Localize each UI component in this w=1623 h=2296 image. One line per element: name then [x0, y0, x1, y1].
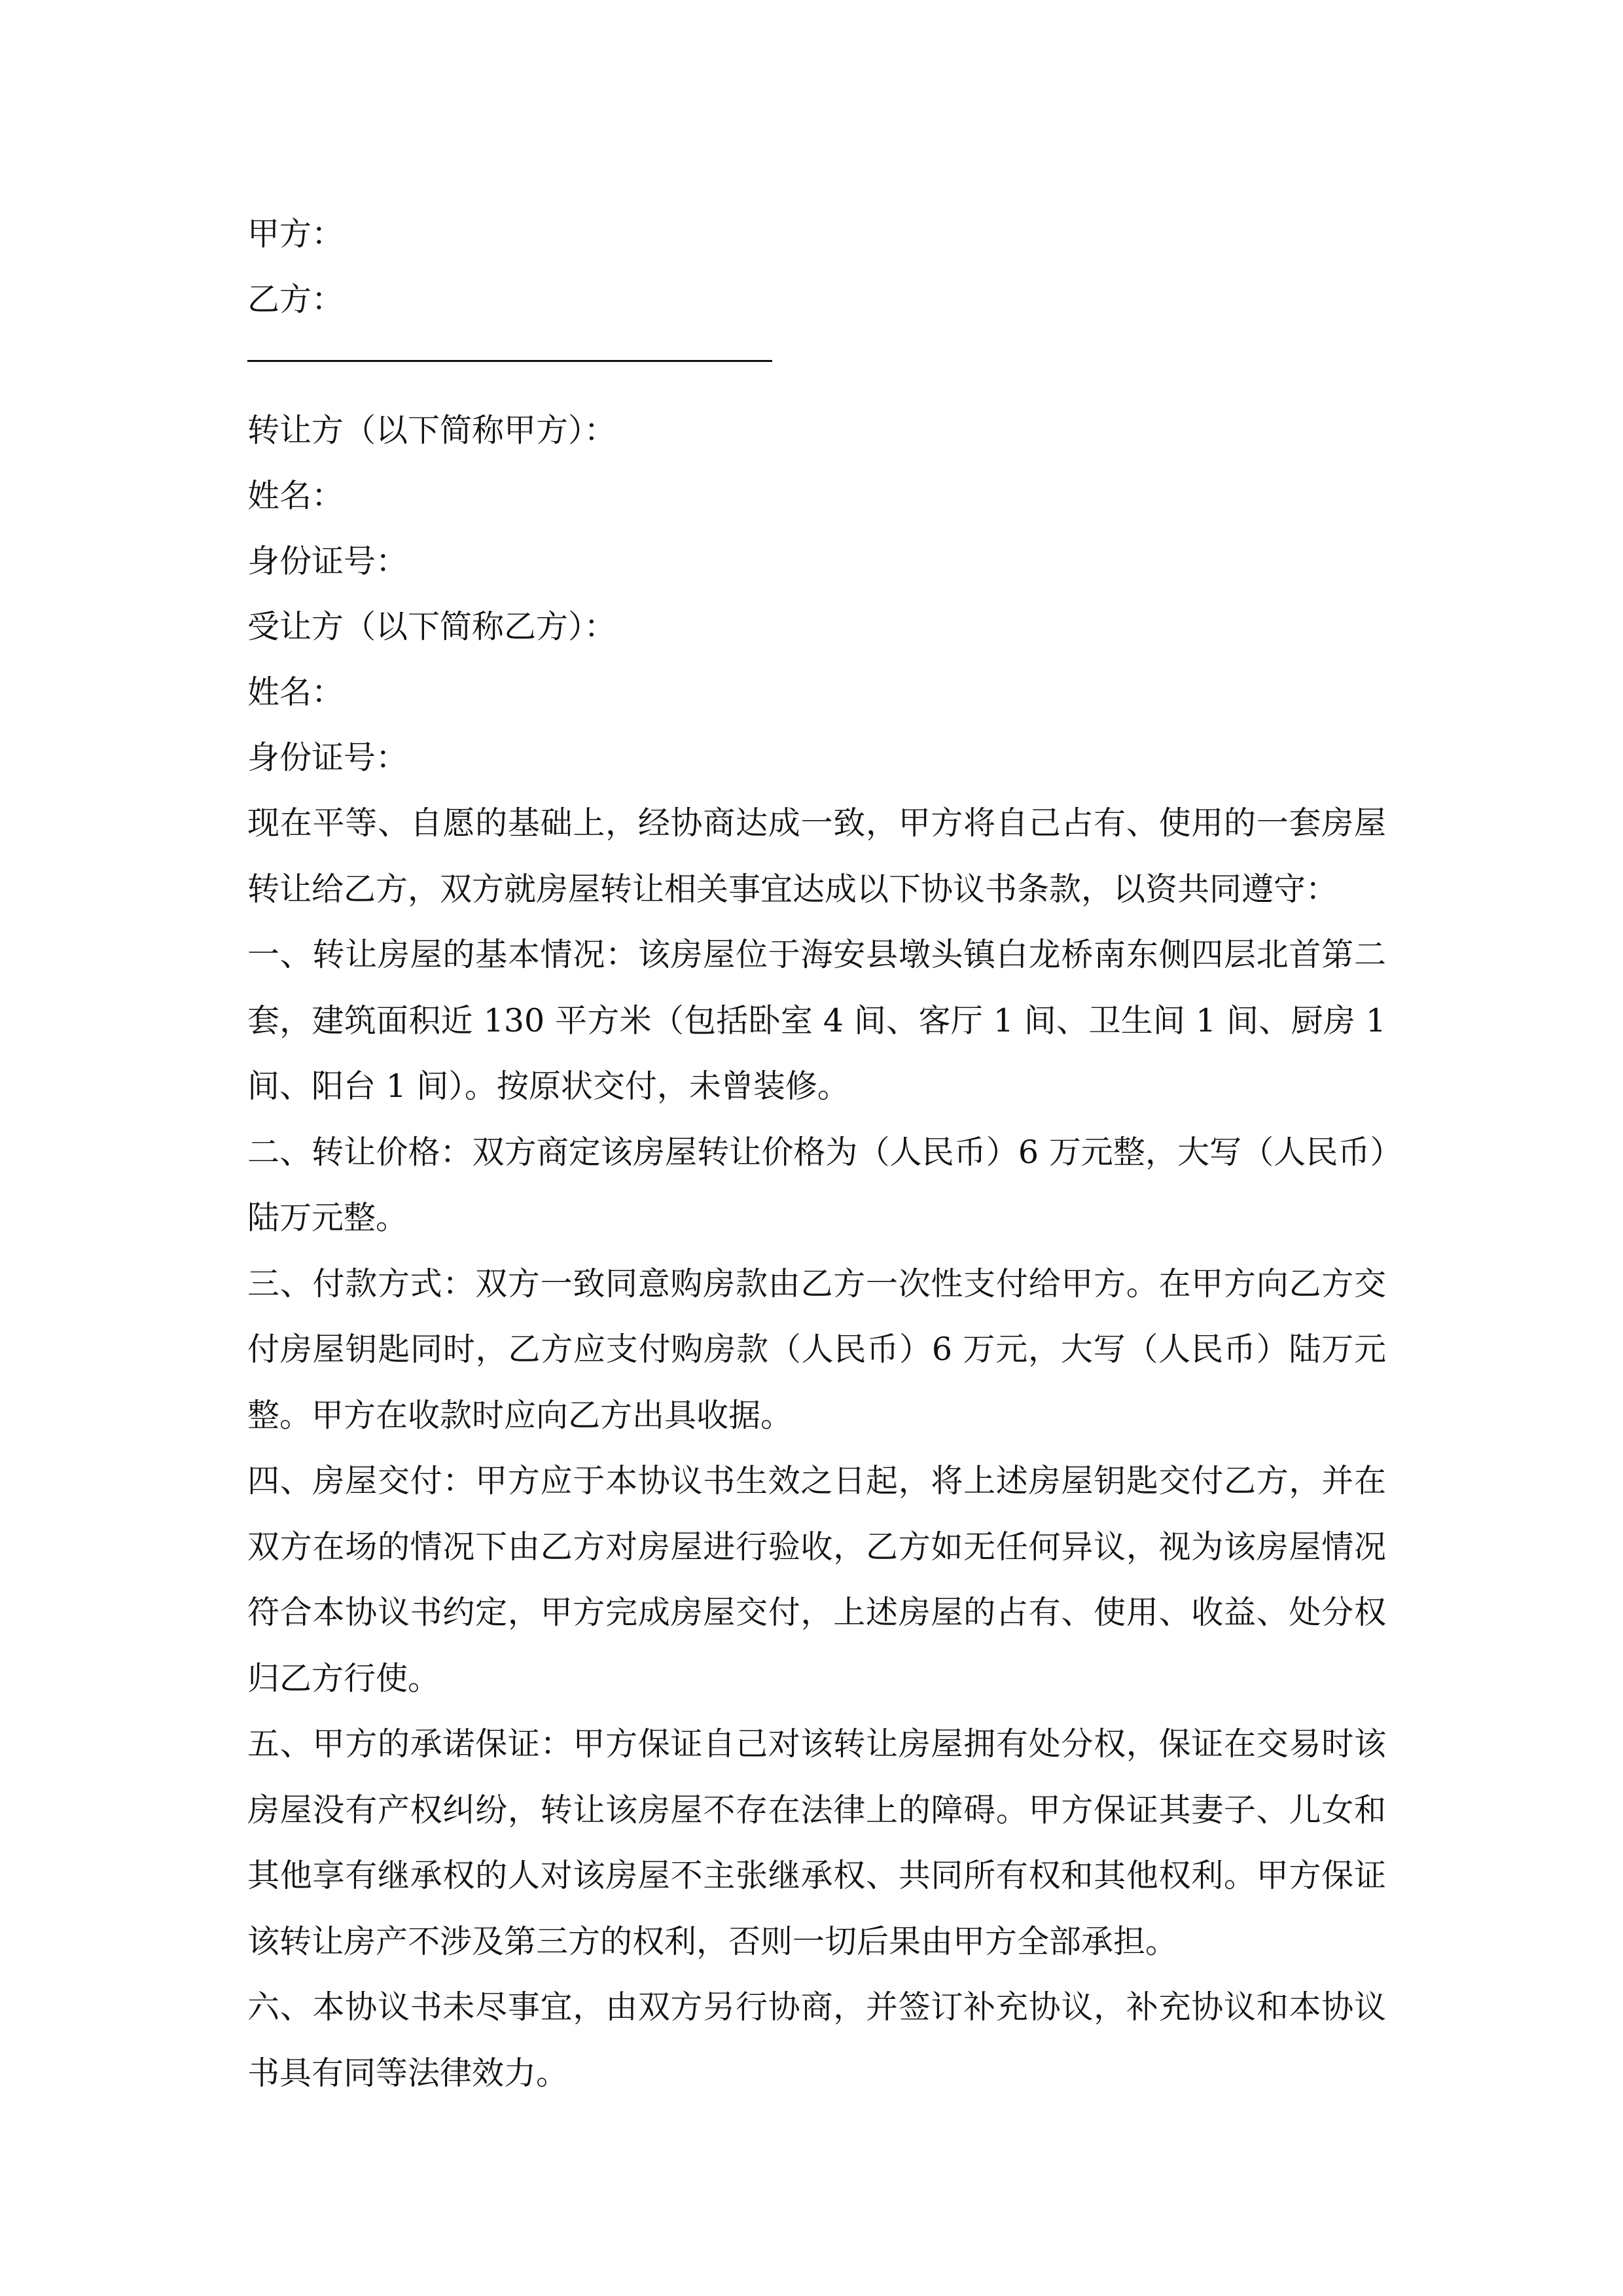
transferee-id-label: 身份证号： [247, 739, 408, 776]
party-a-label: 甲方： [247, 215, 344, 253]
preamble-paragraph: 现在平等、自愿的基础上，经协商达成一致，甲方将自己占有、使用的一套房屋转让给乙方，双方就房屋转让相关事宜达成以下协议书条款，以资共同遵守： [247, 804, 1386, 908]
transferee-label: 受让方（以下简称乙方）： [247, 608, 616, 645]
clause-3-payment: 三、付款方式：双方一致同意购房款由乙方一次性支付给甲方。在甲方向乙方交付房屋钥匙同时，乙方应支付购房款（人民币）6 万元，大写（人民币）陆万元整。甲方在收款时应向乙方出具收据。 [247, 1265, 1386, 1434]
spacer [247, 385, 1386, 398]
divider-bar [247, 360, 772, 362]
clause-2-price: 二、转让价格：双方商定该房屋转让价格为（人民币）6 万元整，大写（人民币）陆万元整。 [247, 1133, 1386, 1236]
clause-4-delivery: 四、房屋交付：甲方应于本协议书生效之日起，将上述房屋钥匙交付乙方，并在双方在场的情况下由乙方对房屋进行验收，乙方如无任何异议，视为该房屋情况符合本协议书约定，甲方完成房屋交付，上述房屋的占有、使用、收益、处分权归乙方行使。 [247, 1462, 1386, 1697]
transferor-name-label: 姓名： [247, 477, 344, 514]
transferor-id-label: 身份证号： [247, 543, 408, 580]
clause-6-supplement: 六、本协议书未尽事宜，由双方另行协商，并签订补充协议，补充协议和本协议书具有同等法律效力。 [247, 1988, 1386, 2092]
party-b-label: 乙方： [247, 281, 344, 318]
document-content [247, 202, 1386, 2106]
divider-line [247, 332, 1386, 385]
transferor-label: 转让方（以下简称甲方）： [247, 412, 616, 449]
clause-1-property-info: 一、转让房屋的基本情况：该房屋位于海安县墩头镇白龙桥南东侧四层北首第二套，建筑面积近 130 平方米（包括卧室 4 间、客厅 1 间、卫生间 1 间、厨房 1 间、阳台 1 间）。按原状交付，未曾装修。 [247, 936, 1386, 1105]
transferee-name-label: 姓名： [247, 673, 344, 711]
clause-5-warranty: 五、甲方的承诺保证：甲方保证自己对该转让房屋拥有处分权，保证在交易时该房屋没有产权纠纷，转让该房屋不存在法律上的障碍。甲方保证其妻子、儿女和其他享有继承权的人对该房屋不主张继承权、共同所有权和其他权利。甲方保证该转让房产不涉及第三方的权利，否则一切后果由甲方全部承担。 [247, 1725, 1386, 1960]
